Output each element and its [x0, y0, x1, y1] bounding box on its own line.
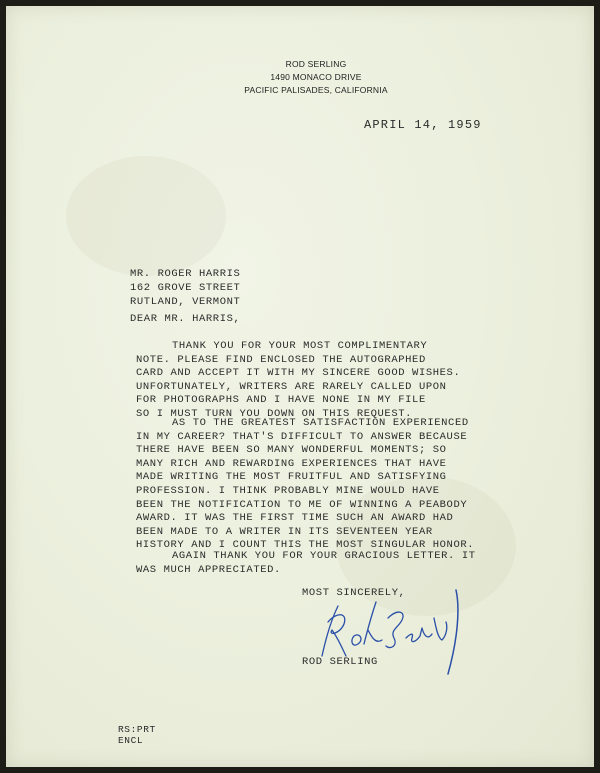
letterhead: [206, 58, 426, 97]
letter-page: [6, 6, 594, 767]
paragraph-line: PROFESSION. I THINK PROBABLY MINE WOULD HAVE: [136, 484, 440, 497]
paragraph-line: IN MY CAREER? THAT'S DIFFICULT TO ANSWER BECAUSE: [136, 430, 468, 443]
paper-texture: [66, 156, 226, 276]
enclosure-note: ENCL: [118, 735, 144, 746]
body-paragraph-1: [136, 340, 460, 422]
letter-date: APRIL 14, 1959: [364, 118, 482, 132]
paragraph-line: UNFORTUNATELY, WRITERS ARE RARELY CALLED UPON: [136, 380, 447, 393]
paragraph-line: WAS MUCH APPRECIATED.: [136, 563, 281, 576]
paragraph-line: SO I MUST TURN YOU DOWN ON THIS REQUEST.: [136, 407, 413, 420]
body-paragraph-3: [136, 550, 476, 577]
paragraph-line: BEEN MADE TO A WRITER IN ITS SEVENTEEN YEAR: [136, 525, 433, 538]
paragraph-line: MADE WRITING THE MOST FRUITFUL AND SATISFYING: [136, 471, 447, 484]
paragraph-line: AGAIN THANK YOU FOR YOUR GRACIOUS LETTER. IT: [172, 550, 476, 562]
typist-initials: RS:PRT: [118, 724, 156, 735]
recipient-city: RUTLAND, VERMONT: [130, 296, 241, 308]
closing: MOST SINCERELY,: [302, 587, 406, 599]
salutation: DEAR MR. HARRIS,: [130, 313, 241, 325]
paragraph-line: CARD AND ACCEPT IT WITH MY SINCERE GOOD WISHES.: [136, 367, 461, 380]
paragraph-line: MANY RICH AND REWARDING EXPERIENCES THAT HAVE: [136, 457, 447, 470]
paragraph-line: AS TO THE GREATEST SATISFACTION EXPERIENCED: [172, 417, 469, 429]
letterhead-street: 1490 MONACO DRIVE: [270, 72, 362, 82]
recipient-street: 162 GROVE STREET: [130, 282, 241, 294]
reference-initials: [118, 724, 156, 746]
recipient-name: MR. ROGER HARRIS: [130, 268, 241, 280]
paragraph-line: AWARD. IT WAS THE FIRST TIME SUCH AN AWARD HAD: [136, 512, 454, 525]
paragraph-line: THANK YOU FOR YOUR MOST COMPLIMENTARY: [172, 340, 428, 352]
recipient-address: [130, 267, 240, 309]
paragraph-line: FOR PHOTOGRAPHS AND I HAVE NONE IN MY FILE: [136, 394, 426, 407]
paragraph-line: HISTORY AND I COUNT THIS THE MOST SINGULAR HONOR.: [136, 539, 475, 552]
paragraph-line: THERE HAVE BEEN SO MANY WONDERFUL MOMENTS; SO: [136, 444, 447, 457]
paragraph-line: NOTE. PLEASE FIND ENCLOSED THE AUTOGRAPHED: [136, 353, 426, 366]
signature-typed-name: ROD SERLING: [302, 656, 378, 668]
body-paragraph-2: [136, 417, 474, 553]
letterhead-name: ROD SERLING: [285, 59, 347, 69]
paragraph-line: BEEN THE NOTIFICATION TO ME OF WINNING A PEABODY: [136, 498, 468, 511]
letterhead-city: PACIFIC PALISADES, CALIFORNIA: [244, 85, 388, 95]
